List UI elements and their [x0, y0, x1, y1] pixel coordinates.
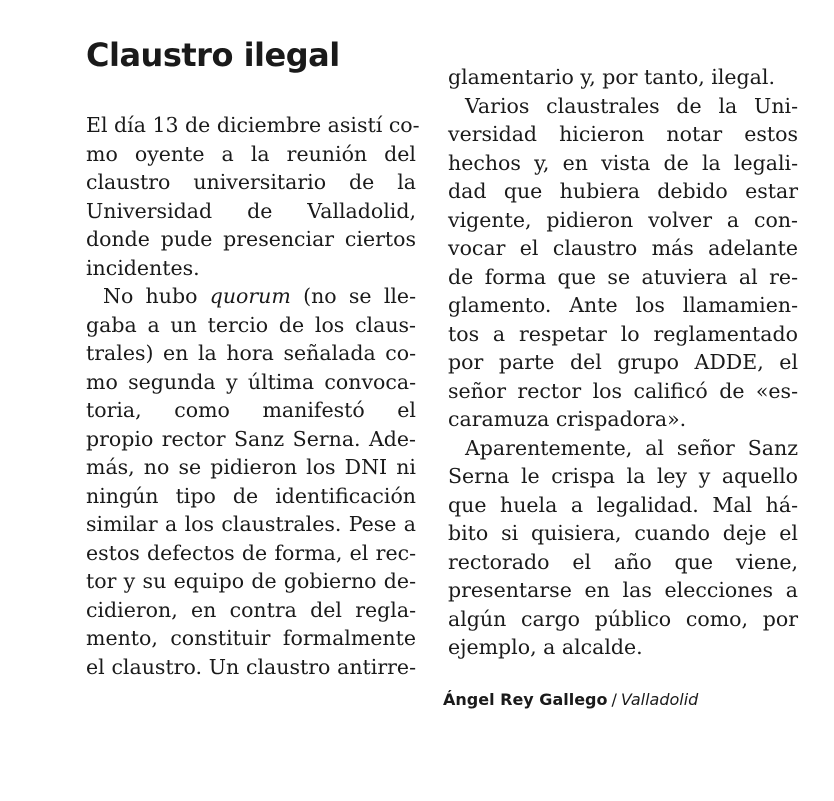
author-name: Ángel Rey Gallego	[443, 690, 608, 709]
text-line: mento, constituir formalmente	[86, 626, 416, 650]
text-line: mo oyente a la reunión del	[86, 141, 416, 166]
text-line: estos defectos de forma, el rec-	[86, 540, 416, 565]
headline: Claustro ilegal	[86, 36, 340, 74]
text-line: señor rector los calificó de «es-	[448, 378, 798, 403]
text-line-mixed	[86, 282, 416, 311]
text-line: que huela a legalidad. Mal há-	[448, 492, 798, 517]
text-line: ejemplo, a alcalde.	[448, 635, 643, 659]
text-line: algún cargo público como, por	[448, 606, 798, 631]
text-line: trales) en la hora señalada co-	[86, 341, 416, 365]
text-line: incidentes.	[86, 255, 200, 280]
text-line: El día 13 de diciembre asistí co-	[86, 113, 420, 137]
author-signature	[443, 690, 698, 709]
text-line: ningún tipo de identificación	[86, 483, 416, 508]
text-line: más, no se pidieron los DNI ni	[86, 455, 416, 479]
text-line: de forma que se atuviera al re-	[448, 264, 798, 289]
text-line: dad que hubiera debido estar	[448, 179, 798, 203]
text-line: Aparentemente, al señor Sanz	[465, 435, 798, 460]
text-line: versidad hicieron notar estos	[448, 122, 798, 146]
text-line: por parte del grupo ADDE, el	[448, 350, 798, 374]
text-line: vigente, pidieron volver a con-	[448, 207, 798, 232]
author-city: Valladolid	[620, 690, 699, 709]
text-line: presentarse en las elecciones a	[448, 578, 798, 602]
text-line: bito si quisiera, cuando deje el	[448, 521, 798, 545]
column-right	[448, 63, 798, 662]
text-line: hechos y, en vista de la legali-	[448, 150, 798, 175]
text-line: propio rector Sanz Serna. Ade-	[86, 426, 416, 451]
text-line: glamento. Ante los llamamien-	[448, 293, 798, 317]
text-line: el claustro. Un claustro antirre-	[86, 654, 416, 679]
text-line: tos a respetar lo reglamentado	[448, 321, 798, 346]
text-line: tor y su equipo de gobierno de-	[86, 569, 416, 593]
column-left	[86, 111, 420, 681]
text-line: gaba a un tercio de los claus-	[86, 312, 416, 337]
text-line: donde pude presenciar ciertos	[86, 227, 416, 251]
text-line: Serna le crispa la ley y aquello	[448, 464, 798, 488]
text-line: glamentario y, por tanto, ilegal.	[448, 65, 775, 89]
text-line: Universidad de Valladolid,	[86, 198, 416, 223]
text-line: rectorado el año que viene,	[448, 549, 798, 574]
text-line: toria, como manifestó el	[86, 398, 416, 422]
text-line: Varios claustrales de la Uni-	[465, 93, 798, 118]
text-line: claustro universitario de la	[86, 170, 416, 194]
italic-term: quorum	[209, 284, 291, 308]
signature-separator: /	[611, 690, 617, 709]
text-line: caramuza crispadora».	[448, 407, 687, 431]
text-line: cidieron, en contra del regla-	[86, 597, 416, 622]
text-fragment: (no se lle-	[303, 284, 416, 308]
text-line: similar a los claustrales. Pese a	[86, 512, 416, 536]
text-line: mo segunda y última convoca-	[86, 369, 416, 394]
text-line: vocar el claustro más adelante	[448, 236, 798, 260]
text-fragment: No hubo	[103, 284, 198, 308]
